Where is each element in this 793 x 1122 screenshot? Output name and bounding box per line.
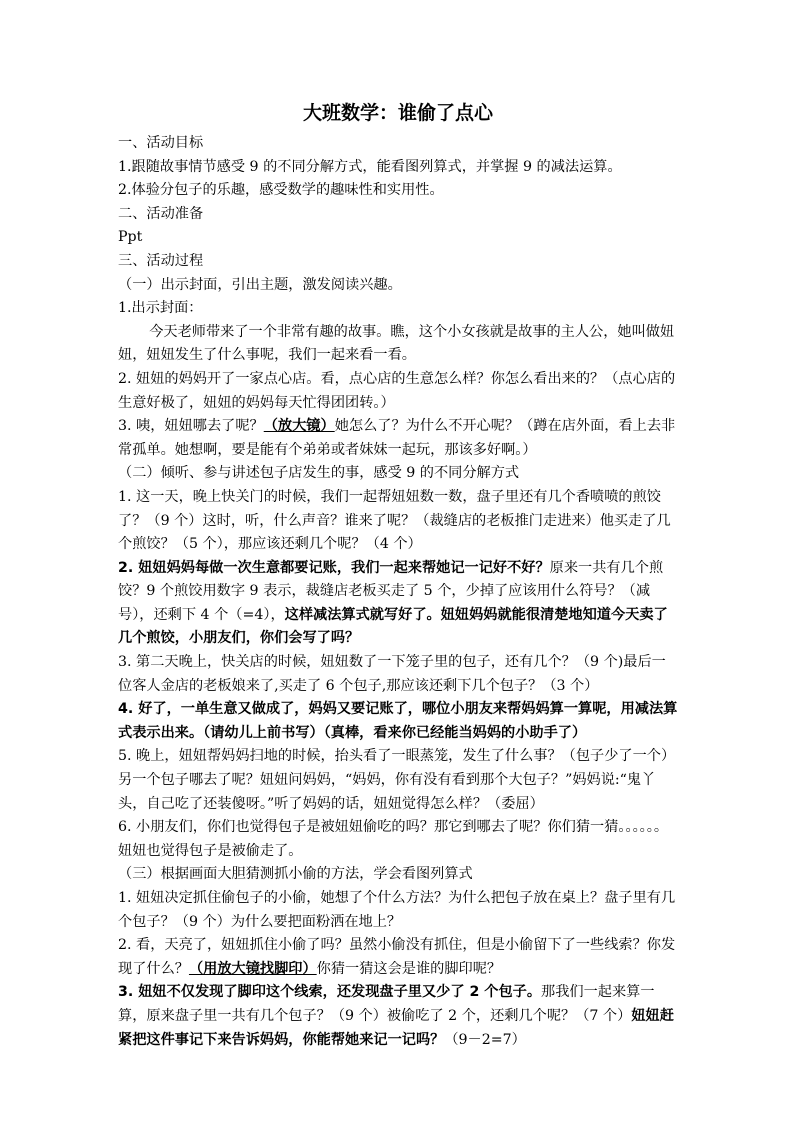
- step-1-1-text: 今天老师带来了一个非常有趣的故事。瞧，这个小女孩就是故事的主人公，她叫做妞妞，妞妞发生了什么事呢，我们一起来看一看。: [118, 323, 675, 364]
- step-2-5: 5. 晚上，妞妞帮妈妈扫地的时候，抬头看了一眼蒸笼，发生了什么事？（包子少了一个）另一个包子哪去了呢？妞妞问妈妈，“妈妈，你有没有看到那个大包子？”妈妈说:“鬼丫头，自己吃了还装傻呀。”听了妈妈的话，妞妞觉得怎么样？（委屈）: [118, 748, 676, 812]
- step-2-6: 6. 小朋友们，你们也觉得包子是被妞妞偷吃的吗？那它到哪去了呢？你们猜一猜。。。。。。妞妞也觉得包子是被偷走了。: [118, 819, 669, 859]
- goal-1: 1.跟随故事情节感受 9 的不同分解方式，能看图列算式，并掌握 9 的减法运算。: [118, 158, 622, 175]
- step-3-3: 3. 妞妞不仅发现了脚印这个线索，还发现盘子里又少了 2 个包子。那我们一起来算一算，原来盘子里一共有几个包子？（9 个）被偷吃了 2 个，还剩几个呢？（7 个）妞妞赶紧把这件事记下来告诉妈妈，你能帮她来记一记吗？（9－2=7）: [118, 984, 674, 1048]
- step-1-3: 3. 咦，妞妞哪去了呢？（放大镜）她怎么了？为什么不开心呢？（蹲在店外面，看上去非常孤单。她想啊，要是能有个弟弟或者妹妹一起玩，那该多好啊。）: [118, 418, 676, 458]
- subsection-3: （三）根据画面大胆猜测抓小偷的方法，学会看图列算式: [118, 866, 473, 883]
- prep-text: Ppt: [118, 229, 143, 246]
- section-heading-goals: 一、活动目标: [118, 135, 204, 151]
- section-heading-prep: 二、活动准备: [118, 205, 204, 222]
- step-2-1: 1. 这一天，晚上快关门的时候，我们一起帮妞妞数一数，盘子里还有几个香喷喷的煎饺了？（9 个）这时，听，什么声音？谁来了呢？（裁缝店的老板推门走进来）他买走了几个煎饺？（5 个），那应该还剩几个呢？（4 个）: [118, 488, 671, 553]
- step-3-2: 2. 看，天亮了，妞妞抓住小偷了吗？虽然小偷没有抓住，但是小偷留下了一些线索？你发现了什么？（用放大镜找脚印）你猜一猜这会是谁的脚印呢？: [118, 937, 676, 977]
- subsection-1: （一）出示封面，引出主题，激发阅读兴趣。: [118, 276, 402, 293]
- document-page: [118, 100, 678, 1052]
- goal-2: 2.体验分包子的乐趣，感受数学的趣味性和实用性。: [118, 182, 444, 199]
- step-1-1: 1.出示封面：: [118, 300, 203, 317]
- step-1-2: 2. 妞妞的妈妈开了一家点心店。看，点心店的生意怎么样？你怎么看出来的？（点心店的生意好极了，妞妞的妈妈每天忙得团团转。）: [118, 370, 676, 411]
- section-heading-process: 三、活动过程: [118, 252, 204, 269]
- subsection-2: （二）倾听、参与讲述包子店发生的事，感受 9 的不同分解方式: [118, 465, 520, 482]
- step-2-3: 3. 第二天晚上，快关店的时候，妞妞数了一下笼子里的包子，还有几个？（9 个)最后一位客人金店的老板娘来了,买走了 6 个包子,那应该还剩下几个包子？（3 个）: [118, 654, 666, 694]
- document-title: 大班数学：谁偷了点心: [302, 102, 493, 124]
- step-2-2: 2. 妞妞妈妈每做一次生意都要记账，我们一起来帮她记一记好不好？原来一共有几个煎饺？9 个煎饺用数字 9 表示，裁缝店老板买走了 5 个，少掉了应该用什么符号？（减号），还剩下 4 个（=4），这样减法算式就写好了。妞妞妈妈就能很清楚地知道今天卖了几个煎饺，小朋友们，你们会写了吗？: [118, 559, 668, 647]
- step-2-4: 4. 好了，一单生意又做成了，妈妈又要记账了，哪位小朋友来帮妈妈算一算呢，用减法算式表示出来。（请幼儿上前书写）（真棒，看来你已经能当妈妈的小助手了）: [118, 701, 678, 741]
- step-3-1: 1. 妞妞决定抓住偷包子的小偷，她想了个什么方法？为什么把包子放在桌上？盘子里有几个包子？（9 个）为什么要把面粉洒在地上？: [118, 890, 676, 930]
